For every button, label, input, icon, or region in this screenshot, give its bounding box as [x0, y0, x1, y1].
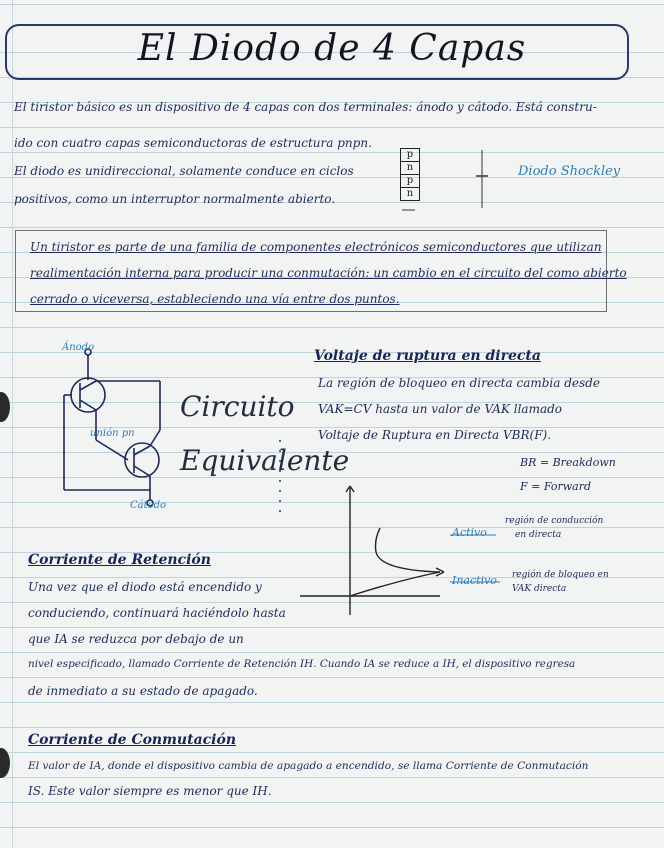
holding-line-4: nivel especificado, llamado Corriente de Retención IH. Cuando IA se reduce a IH, el dispositivo regresa: [28, 658, 576, 670]
conduction-curve: [376, 528, 441, 572]
equivalente-word: Equivalente: [180, 444, 350, 477]
forward-note: F = Forward: [520, 480, 592, 493]
layer-box: p: [400, 148, 420, 162]
diodo-shockley-label: Diodo Shockley: [518, 164, 621, 179]
holding-line-1: Una vez que el diodo está encendido y: [28, 580, 262, 594]
boxed-line-3: cerrado o viceversa, estableciendo una vía entre dos puntos.: [30, 292, 400, 306]
switching-line-2: IS. Este valor siempre es menor que IH.: [28, 784, 272, 798]
blocking-region-1: región de bloqueo en: [512, 570, 609, 580]
intro-line-1: El tiristor básico es un dispositivo de 4 capas con dos terminales: ánodo y cátodo. Está constru-: [14, 100, 597, 114]
holding-heading: Corriente de Retención: [28, 552, 211, 568]
holding-line-5: de inmediato a su estado de apagado.: [28, 684, 258, 698]
active-label: Activo: [452, 526, 487, 539]
blocking-region-2: VAK directa: [512, 584, 567, 594]
intro-line-3: El diodo es unidireccional, solamente conduce en ciclos: [14, 164, 354, 178]
blocking-curve: [350, 572, 440, 596]
page-title: El Diodo de 4 Capas: [137, 28, 527, 69]
pnp-transistor: [71, 378, 105, 412]
layer-box: n: [400, 188, 420, 201]
inactive-label: Inactivo: [452, 574, 497, 587]
conduction-region-1: región de conducción: [505, 516, 604, 526]
holding-line-3: que IA se reduzca por debajo de un: [28, 632, 244, 646]
breakover-heading: Voltaje de ruptura en directa: [314, 348, 541, 364]
holding-line-2: conduciendo, continuará haciéndolo hasta: [28, 606, 286, 620]
intro-line-4: positivos, como un interruptor normalmente abierto.: [14, 192, 336, 206]
cathode-label: Cátodo: [130, 500, 167, 511]
anode-label: Ánodo: [62, 342, 95, 353]
boxed-line-1: Un tiristor es parte de una familia de componentes electrónicos semiconductores que utilizan: [30, 240, 602, 254]
breakover-line-3: Voltaje de Ruptura en Directa VBR(F).: [318, 428, 552, 442]
conduction-region-2: en directa: [515, 530, 562, 540]
vi-characteristic-graph: [300, 486, 444, 615]
switching-line-1: El valor de IA, donde el dispositivo cambia de apagado a encendido, se llama Corriente de Conmutación: [28, 760, 589, 772]
breakdown-note: BR = Breakdown: [520, 456, 616, 469]
boxed-line-2: realimentación interna para producir una conmutación: un cambio en el circuito del como abierto: [30, 266, 627, 280]
layer-box: p: [400, 175, 420, 188]
union-label: unión pn: [90, 428, 135, 439]
circuito-word: Circuito: [180, 390, 295, 423]
breakover-line-2: VAK=CV hasta un valor de VAK llamado: [318, 402, 563, 416]
intro-line-2: ido con cuatro capas semiconductoras de estructura pnpn.: [14, 136, 372, 150]
layer-box: n: [400, 162, 420, 175]
switching-heading: Corriente de Conmutación: [28, 732, 237, 748]
breakover-line-1: La región de bloqueo en directa cambia desde: [318, 376, 600, 390]
